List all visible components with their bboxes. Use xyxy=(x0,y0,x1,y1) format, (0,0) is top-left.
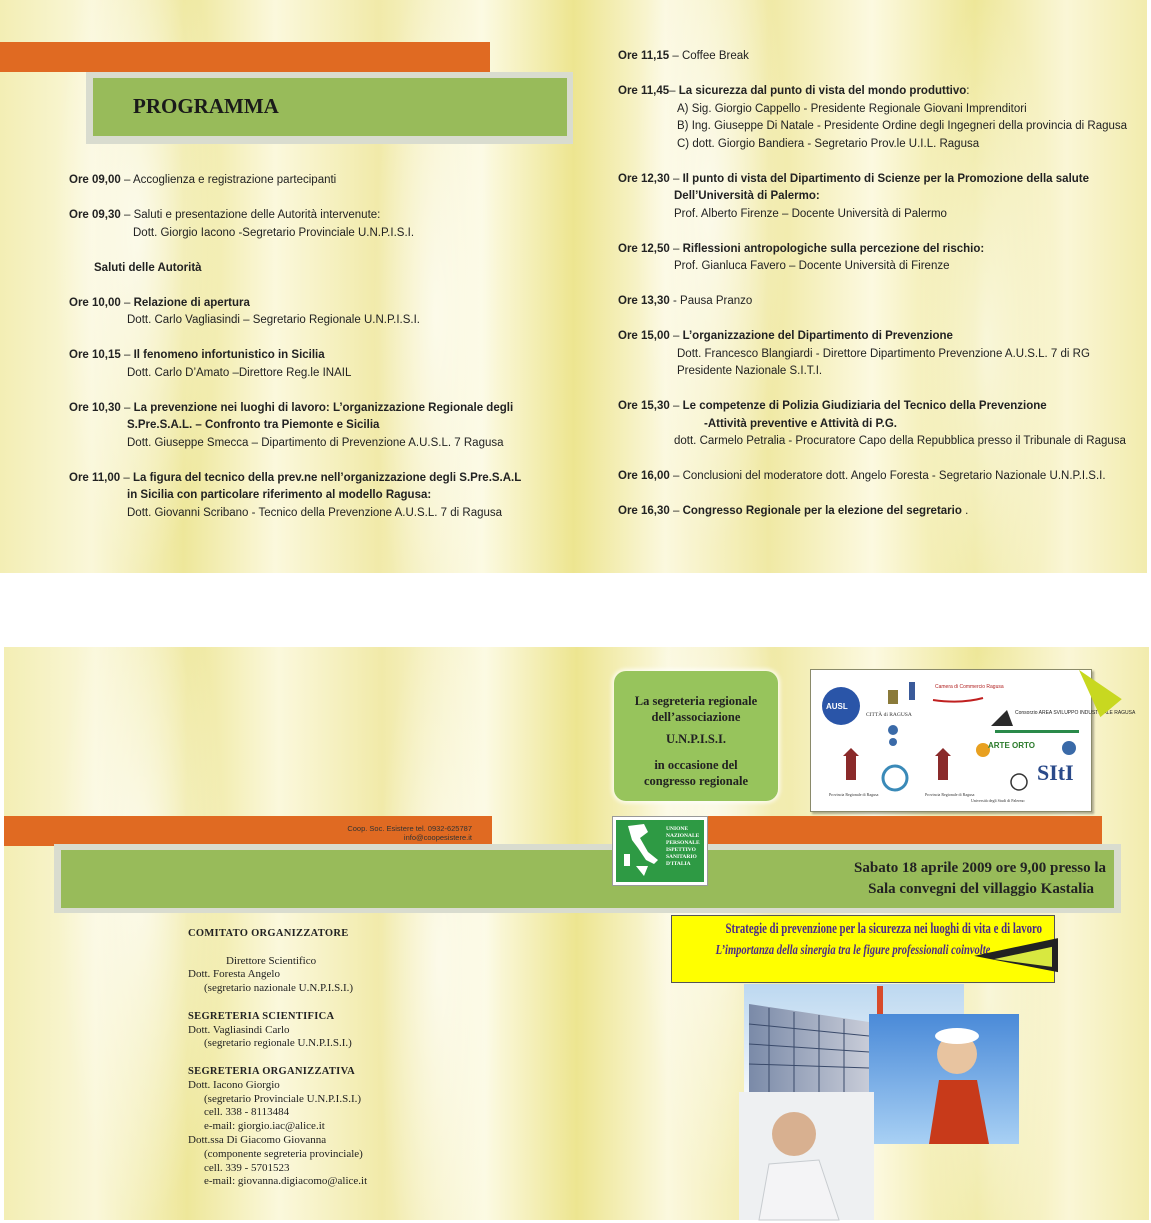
citta-text: CITTÀ di RAGUSA xyxy=(866,712,912,718)
schedule-sep: – xyxy=(120,401,134,414)
schedule-item xyxy=(69,295,250,313)
schedule-speaker: Dott. Francesco Blangiardi - Direttore Dipartimento Prevenzione A.U.S.L. 7 di RG xyxy=(677,347,1090,360)
schedule-time: Ore 16,00 xyxy=(618,470,670,482)
schedule-time: Ore 12,50 xyxy=(618,242,670,255)
committee-line: (segretario regionale U.N.P.I.S.I.) xyxy=(204,1037,352,1050)
page-title: PROGRAMMA xyxy=(133,94,279,118)
schedule-time: Ore 09,00 xyxy=(69,174,121,186)
unpisi-logo-bg xyxy=(616,820,704,882)
committee-line: (segretario nazionale U.N.P.I.S.I.) xyxy=(204,982,354,995)
announcement-box xyxy=(614,671,778,801)
schedule-title: L’organizzazione del Dipartimento di Prevenzione xyxy=(682,330,953,342)
schedule-title: Accoglienza e registrazione partecipanti xyxy=(132,174,337,186)
asi-text: Consorzio AREA SVILUPPO INDUSTRIALE RAGUSA xyxy=(1015,710,1136,716)
committee-line: Direttore Scientifico xyxy=(226,954,317,967)
comitato-block xyxy=(188,927,367,1189)
announce-line: La segreteria regionale xyxy=(634,694,758,708)
schedule-sep: – xyxy=(120,174,133,186)
committee-line: e-mail: giovanna.digiacomo@alice.it xyxy=(204,1175,368,1188)
logo-text: SANITARIO xyxy=(666,854,697,860)
schedule-speaker: Dott. Giorgio Iacono -Segretario Provinciale U.N.P.I.S.I. xyxy=(133,226,415,239)
coop-line: info@coopesistere.it xyxy=(403,833,472,842)
schedule-title: La prevenzione nei luoghi di lavoro: L’organizzazione Regionale degli xyxy=(133,401,514,414)
schedule-title: Relazione di apertura xyxy=(133,296,250,309)
coop-line: Coop. Soc. Esistere tel. 0932-625787 xyxy=(347,824,472,833)
schedule-subtitle: Dell’Università di Palermo: xyxy=(674,190,820,202)
schedule-speaker: B) Ing. Giuseppe Di Natale - Presidente Ordine degli Ingegneri della provincia di Ragusa xyxy=(677,120,1128,132)
schedule-item xyxy=(69,172,336,190)
schedule-speaker: C) dott. Giorgio Bandiera - Segretario Prov.le U.I.L. Ragusa xyxy=(677,137,980,150)
programma-panel xyxy=(0,0,1147,573)
logo-text: ISPETTIVO xyxy=(666,847,696,853)
schedule-sep: – xyxy=(669,330,683,342)
schedule-sep: – xyxy=(669,242,683,255)
event-date: Sabato 18 aprile 2009 ore 9,00 presso la xyxy=(854,860,1106,876)
schedule-speaker: Dott. Giovanni Scribano - Tecnico della Prevenzione A.U.S.L. 7 di Ragusa xyxy=(127,506,503,519)
ausl-text: AUSL xyxy=(826,702,848,711)
committee-line: cell. 338 - 8113484 xyxy=(204,1106,290,1119)
tower-icon xyxy=(909,682,915,700)
event-venue: Sala convegni del villaggio Kastalia xyxy=(868,881,1094,897)
announce-line: in occasione del xyxy=(654,758,738,772)
prov-text: Provincia Regionale di Ragusa xyxy=(925,792,975,797)
logo-text: D'ITALIA xyxy=(666,861,691,867)
schedule-item xyxy=(618,83,969,101)
siti-text: SItI xyxy=(1037,760,1074,785)
spacer xyxy=(188,941,367,955)
schedule-title: Il fenomeno infortunistico in Sicilia xyxy=(133,349,325,361)
schedule-sep: – xyxy=(669,400,683,412)
announce-line: U.N.P.I.S.I. xyxy=(666,732,726,746)
camera-swoosh-icon xyxy=(933,698,983,702)
committee-line: e-mail: giorgio.iac@alice.it xyxy=(204,1120,325,1133)
schedule-sep: – xyxy=(120,209,134,221)
schedule-title: Le competenze di Polizia Giudiziaria del Tecnico della Prevenzione xyxy=(682,400,1047,412)
schedule-sep: – xyxy=(669,172,683,185)
schedule-time: Ore 11,15 xyxy=(618,50,670,62)
committee-heading: COMITATO ORGANIZZATORE xyxy=(188,928,349,939)
schedule-title: Congresso Regionale per la elezione del segretario xyxy=(682,505,962,517)
photo-collage xyxy=(739,984,1019,1220)
headline-sub: L’importanza della sinergia tra le figure professionali coinvolte xyxy=(715,942,991,957)
committee-line: Dott. Vagliasindi Carlo xyxy=(188,1023,290,1036)
schedule-item xyxy=(69,347,325,365)
emblem-icon xyxy=(889,738,897,746)
schedule-time: Ore 12,30 xyxy=(618,172,670,185)
schedule-tail: . xyxy=(961,505,969,517)
schedule-item xyxy=(618,468,1106,486)
logo-text: PERSONALE xyxy=(666,840,700,846)
schedule-item xyxy=(618,171,1089,189)
committee-line: Dott. Iacono Giorgio xyxy=(188,1078,280,1091)
committee-line: Dott.ssa Di Giacomo Giovanna xyxy=(188,1133,327,1146)
schedule-time: Ore 10,00 xyxy=(69,296,121,309)
ragusa-crest-icon xyxy=(888,690,898,704)
schedule-speaker: Dott. Carlo D’Amato –Direttore Reg.le INAIL xyxy=(127,366,352,379)
schedule-item xyxy=(69,400,513,418)
schedule-sep: – xyxy=(120,471,133,484)
headline-main: Strategie di prevenzione per la sicurezza nei luoghi di vita e di lavoro xyxy=(725,921,1043,937)
schedule-title: La figura del tecnico della prev.ne nell’organizzazione degli S.Pre.S.A.L xyxy=(132,471,522,484)
schedule-time: Ore 11,00 xyxy=(69,471,121,484)
schedule-item xyxy=(69,470,521,488)
schedule-title: Pausa Pranzo xyxy=(680,295,753,307)
emblem-icon xyxy=(888,725,898,735)
schedule-sep: - xyxy=(669,295,681,307)
province-crest-icon xyxy=(843,748,859,780)
schedule-item xyxy=(618,293,752,311)
schedule-time: Ore 09,30 xyxy=(69,209,121,221)
schedule-sep: – xyxy=(669,85,679,97)
schedule-subtitle: S.Pre.S.A.L. – Confronto tra Piemonte e Sicilia xyxy=(127,419,380,431)
schedule-title: La sicurezza dal punto di vista del mondo produttivo xyxy=(678,85,967,97)
schedule-time: Ore 15,00 xyxy=(618,330,670,342)
schedule-speaker: Prof. Gianluca Favero – Docente Università di Firenze xyxy=(674,260,950,272)
schedule-time: Ore 16,30 xyxy=(618,505,670,517)
italy-map-icon xyxy=(618,820,664,882)
university-seal-icon xyxy=(1011,774,1027,790)
committee-heading: SEGRETERIA SCIENTIFICA xyxy=(188,1010,335,1022)
hardhat-icon xyxy=(935,1028,979,1044)
cover-panel xyxy=(4,647,1149,1220)
title-box xyxy=(93,78,567,136)
circle-logo-icon xyxy=(883,766,907,790)
orange-band-right xyxy=(704,816,1102,846)
committee-heading: SEGRETERIA ORGANIZZATIVA xyxy=(188,1065,355,1077)
schedule-item xyxy=(618,48,749,66)
announce-line: dell’associazione xyxy=(651,710,741,724)
schedule-title: Saluti e presentazione delle Autorità intervenute: xyxy=(133,209,381,221)
prov-text: Provincia Regionale di Ragusa xyxy=(829,792,879,797)
schedule-item xyxy=(618,241,984,259)
sponsor-logos xyxy=(811,670,1136,811)
logo-text: UNIONE xyxy=(666,826,689,832)
schedule-speaker: Dott. Carlo Vagliasindi – Segretario Regionale U.N.P.I.S.I. xyxy=(127,314,420,326)
province-crest-icon xyxy=(935,748,951,780)
committee-line: Dott. Foresta Angelo xyxy=(188,968,280,981)
schedule-time: Ore 11,45 xyxy=(618,85,670,97)
spacer xyxy=(188,996,367,1010)
schedule-title: Conclusioni del moderatore dott. Angelo Foresta - Segretario Nazionale U.N.P.I.S.I. xyxy=(682,470,1106,482)
schedule-item xyxy=(94,260,202,278)
sponsors-box xyxy=(810,669,1136,812)
schedule-title: Il punto di vista del Dipartimento di Scienze per la Promozione della salute xyxy=(682,172,1090,185)
schedule-sep: – xyxy=(669,470,683,482)
schedule-time: Ore 10,30 xyxy=(69,401,121,414)
schedule-title: Riflessioni antropologiche sulla percezione del rischio: xyxy=(682,242,985,255)
camera-text: Camera di Commercio Ragusa xyxy=(935,684,1004,690)
schedule-speaker: A) Sig. Giorgio Cappello - Presidente Regionale Giovani Imprenditori xyxy=(677,102,1027,115)
schedule-time: Ore 15,30 xyxy=(618,400,670,412)
arte-text: ARTE ORTO xyxy=(988,741,1035,750)
asi-logo xyxy=(991,710,1013,726)
schedule-sep: – xyxy=(669,505,683,517)
schedule-sep: – xyxy=(669,50,682,62)
schedule-time: Ore 13,30 xyxy=(618,295,670,307)
schedule-item xyxy=(69,207,380,225)
schedule-title: Coffee Break xyxy=(681,50,749,62)
schedule-item xyxy=(618,398,1047,416)
asi-bar xyxy=(995,730,1079,733)
spacer xyxy=(188,1051,367,1065)
schedule-tail: : xyxy=(966,85,970,97)
man-head xyxy=(772,1112,816,1156)
schedule-item xyxy=(618,328,953,346)
schedule-item xyxy=(618,503,968,521)
schedule-time: Ore 10,15 xyxy=(69,349,121,361)
committee-line: (componente segreteria provinciale) xyxy=(204,1147,363,1160)
schedule-title: Saluti delle Autorità xyxy=(94,261,202,274)
schedule-sep: – xyxy=(120,296,134,309)
announce-line: congresso regionale xyxy=(643,774,749,788)
schedule-speaker: dott. Carmelo Petralia - Procuratore Capo della Repubblica presso il Tribunale di Ragusa xyxy=(674,435,1126,447)
schedule-speaker: Prof. Alberto Firenze – Docente Università di Palermo xyxy=(674,207,947,220)
date-band xyxy=(61,850,1114,908)
orange-band xyxy=(0,42,490,72)
schedule-speaker: Presidente Nazionale S.I.T.I. xyxy=(677,365,823,377)
siti-globe-icon xyxy=(1062,741,1076,755)
logo-text: NAZIONALE xyxy=(666,833,700,839)
committee-line: (segretario Provinciale U.N.P.I.S.I.) xyxy=(204,1092,362,1105)
univ-text: Università degli Studi di Palermo xyxy=(971,798,1025,803)
schedule-subtitle: -Attività preventive e Attività di P.G. xyxy=(704,417,897,430)
unpisi-logo xyxy=(612,816,708,886)
committee-line: cell. 339 - 5701523 xyxy=(204,1161,290,1174)
coop-info xyxy=(324,824,472,842)
schedule-speaker: Dott. Giuseppe Smecca – Dipartimento di Prevenzione A.U.S.L. 7 Ragusa xyxy=(127,436,504,449)
schedule-sep: – xyxy=(120,349,134,361)
italy-shape xyxy=(624,824,658,876)
schedule-subtitle: in Sicilia con particolare riferimento al modello Ragusa: xyxy=(127,489,432,501)
